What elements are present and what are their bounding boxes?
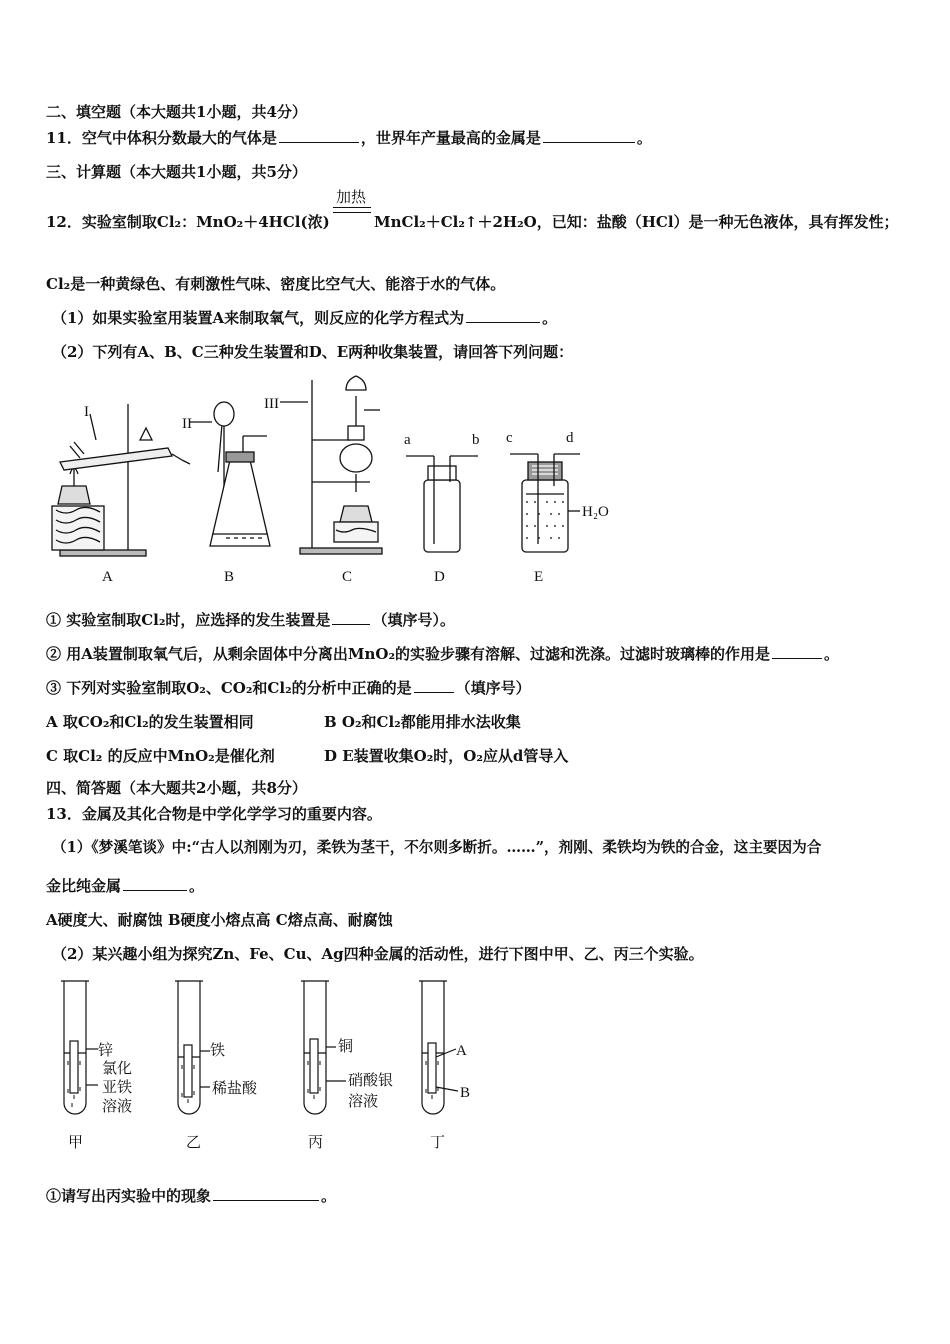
tube-yi-name: 乙 [186, 1133, 202, 1151]
apparatus-d [406, 456, 478, 552]
tube-bing-solution-2: 溶液 [348, 1092, 379, 1110]
q13-part-1-end: 。 [189, 877, 205, 895]
q12-sub-2-text: ② 用A装置制取氧气后，从剩余固体中分离出MnO₂的实验步骤有溶解、过滤和洗涤。过滤时玻璃棒的作用是 [46, 645, 771, 663]
apparatus-c [280, 376, 382, 554]
apparatus-a [52, 404, 190, 556]
port-d: d [566, 430, 574, 446]
apparatus-roman-1: I [84, 404, 89, 420]
tube-bing-solution-1: 硝酸银 [348, 1071, 394, 1089]
q12-sub-2-end: 。 [824, 645, 840, 663]
q12-equation-lhs: 12．实验室制取Cl₂：MnO₂＋4HCl(浓) [46, 213, 330, 231]
q12-sub-3 [46, 678, 531, 698]
q12-option-a: A 取CO₂和Cl₂的发生装置相同 [46, 713, 254, 731]
q12-sub-2 [46, 644, 839, 664]
test-tubes-figure [40, 975, 500, 1155]
port-c: c [506, 430, 513, 446]
apparatus-figure [40, 370, 640, 595]
q12-option-b: B O₂和Cl₂都能用排水法收集 [324, 713, 521, 731]
question-11 [46, 128, 652, 148]
q12-part-1-blank[interactable] [466, 308, 540, 323]
q12-sub-2-blank[interactable] [772, 644, 822, 659]
tube-bing-metal: 铜 [338, 1037, 354, 1055]
apparatus-label-a: A [102, 569, 113, 585]
q12-sub-1-text: ① 实验室制取Cl₂时，应选择的发生装置是 [46, 611, 331, 629]
q13-sub-1-blank[interactable] [213, 1186, 319, 1201]
tube-jia [61, 981, 98, 1114]
tube-jia-metal: 锌 [98, 1041, 114, 1059]
tube-ding-label-b: B [460, 1085, 471, 1101]
tube-jia-solution-2: 亚铁 [102, 1078, 133, 1096]
apparatus-label-c: C [342, 569, 353, 585]
q12-equation-rhs: MnCl₂＋Cl₂↑＋2H₂O，已知：盐酸（HCl）是一种无色液体，具有挥发性； [374, 213, 899, 231]
q12-part-1-end: 。 [542, 309, 558, 327]
apparatus-b [190, 402, 270, 546]
port-b: b [472, 432, 480, 448]
q13-part-1-line-1: （1）《梦溪笔谈》中:“古人以剂刚为刃，柔铁为茎干，不尔则多断折。……”，剂刚、柔铁均为铁的合金，这主要因为合 [52, 839, 822, 856]
q13-sub-1 [46, 1186, 336, 1206]
q13-part-1-line-2 [46, 876, 204, 896]
port-a: a [404, 432, 411, 448]
q12-part-2: （2）下列有A、B、C三种发生装置和D、E两种收集装置，请回答下列问题： [52, 343, 574, 361]
q12-sub-1-end: （填序号）。 [372, 611, 455, 629]
tube-ding-label-a: A [456, 1043, 467, 1059]
q12-option-d: D E装置收集O₂时，O₂应从d管导入 [324, 747, 569, 765]
tube-jia-name: 甲 [68, 1133, 84, 1151]
q12-sub-1-blank[interactable] [332, 610, 370, 625]
q11-blank-2[interactable] [543, 128, 635, 143]
q13-sub-1-end: 。 [321, 1187, 337, 1205]
q13-intro: 13．金属及其化合物是中学化学学习的重要内容。 [46, 805, 382, 823]
q13-choices: A硬度大、耐腐蚀 B硬度小熔点高 C熔点高、耐腐蚀 [46, 911, 393, 929]
tube-yi-solution: 稀盐酸 [212, 1079, 258, 1097]
apparatus-roman-2: II [182, 416, 192, 432]
tube-yi-metal: 铁 [210, 1041, 226, 1059]
tube-bing-name: 丙 [308, 1133, 324, 1151]
reaction-condition: 加热 [335, 188, 366, 206]
reaction-equals-sign [333, 207, 371, 213]
apparatus-label-d: D [434, 569, 445, 585]
q12-option-c: C 取Cl₂ 的反应中MnO₂是催化剂 [46, 747, 275, 765]
q11-text-1: 11．空气中体积分数最大的气体是 [46, 129, 277, 147]
q12-sub-3-end: （填序号） [455, 679, 531, 697]
q12-sub-1 [46, 610, 455, 630]
q13-part-2: （2）某兴趣小组为探究Zn、Fe、Cu、Ag四种金属的活动性，进行下图中甲、乙、丙三个实验。 [52, 945, 704, 963]
apparatus-label-e: E [534, 569, 544, 585]
tube-ding-name: 丁 [430, 1133, 446, 1151]
section-2-title: 二、填空题（本大题共1小题，共4分） [46, 103, 307, 121]
tube-jia-solution-3: 溶液 [102, 1097, 133, 1115]
apparatus-e [510, 454, 580, 552]
q13-sub-1-text: ①请写出丙实验中的现象 [46, 1187, 212, 1205]
q13-part-1-text: 金比纯金属 [46, 877, 122, 895]
q12-part-1-text: （1）如果实验室用装置A来制取氧气，则反应的化学方程式为 [52, 309, 465, 327]
q11-blank-1[interactable] [279, 128, 359, 143]
section-3-title: 三、计算题（本大题共1小题，共5分） [46, 163, 307, 181]
q12-sub-3-text: ③ 下列对实验室制取O₂、CO₂和Cl₂的分析中正确的是 [46, 679, 412, 697]
q13-part-1-blank[interactable] [123, 876, 187, 891]
section-4-title: 四、简答题（本大题共2小题，共8分） [46, 779, 307, 797]
water-label: H₂O [582, 504, 609, 520]
apparatus-roman-3: III [264, 396, 279, 412]
tube-yi [175, 981, 210, 1114]
q12-chlorine-properties: Cl₂是一种黄绿色、有刺激性气味、密度比空气大、能溶于水的气体。 [46, 275, 506, 293]
q11-end: 。 [636, 129, 652, 147]
apparatus-label-b: B [224, 569, 235, 585]
q11-text-2: ，世界年产量最高的金属是 [360, 129, 541, 147]
tube-ding [419, 981, 458, 1114]
tube-jia-solution-1: 氯化 [102, 1059, 133, 1077]
q12-sub-3-blank[interactable] [414, 678, 454, 693]
q12-part-1 [52, 308, 557, 328]
